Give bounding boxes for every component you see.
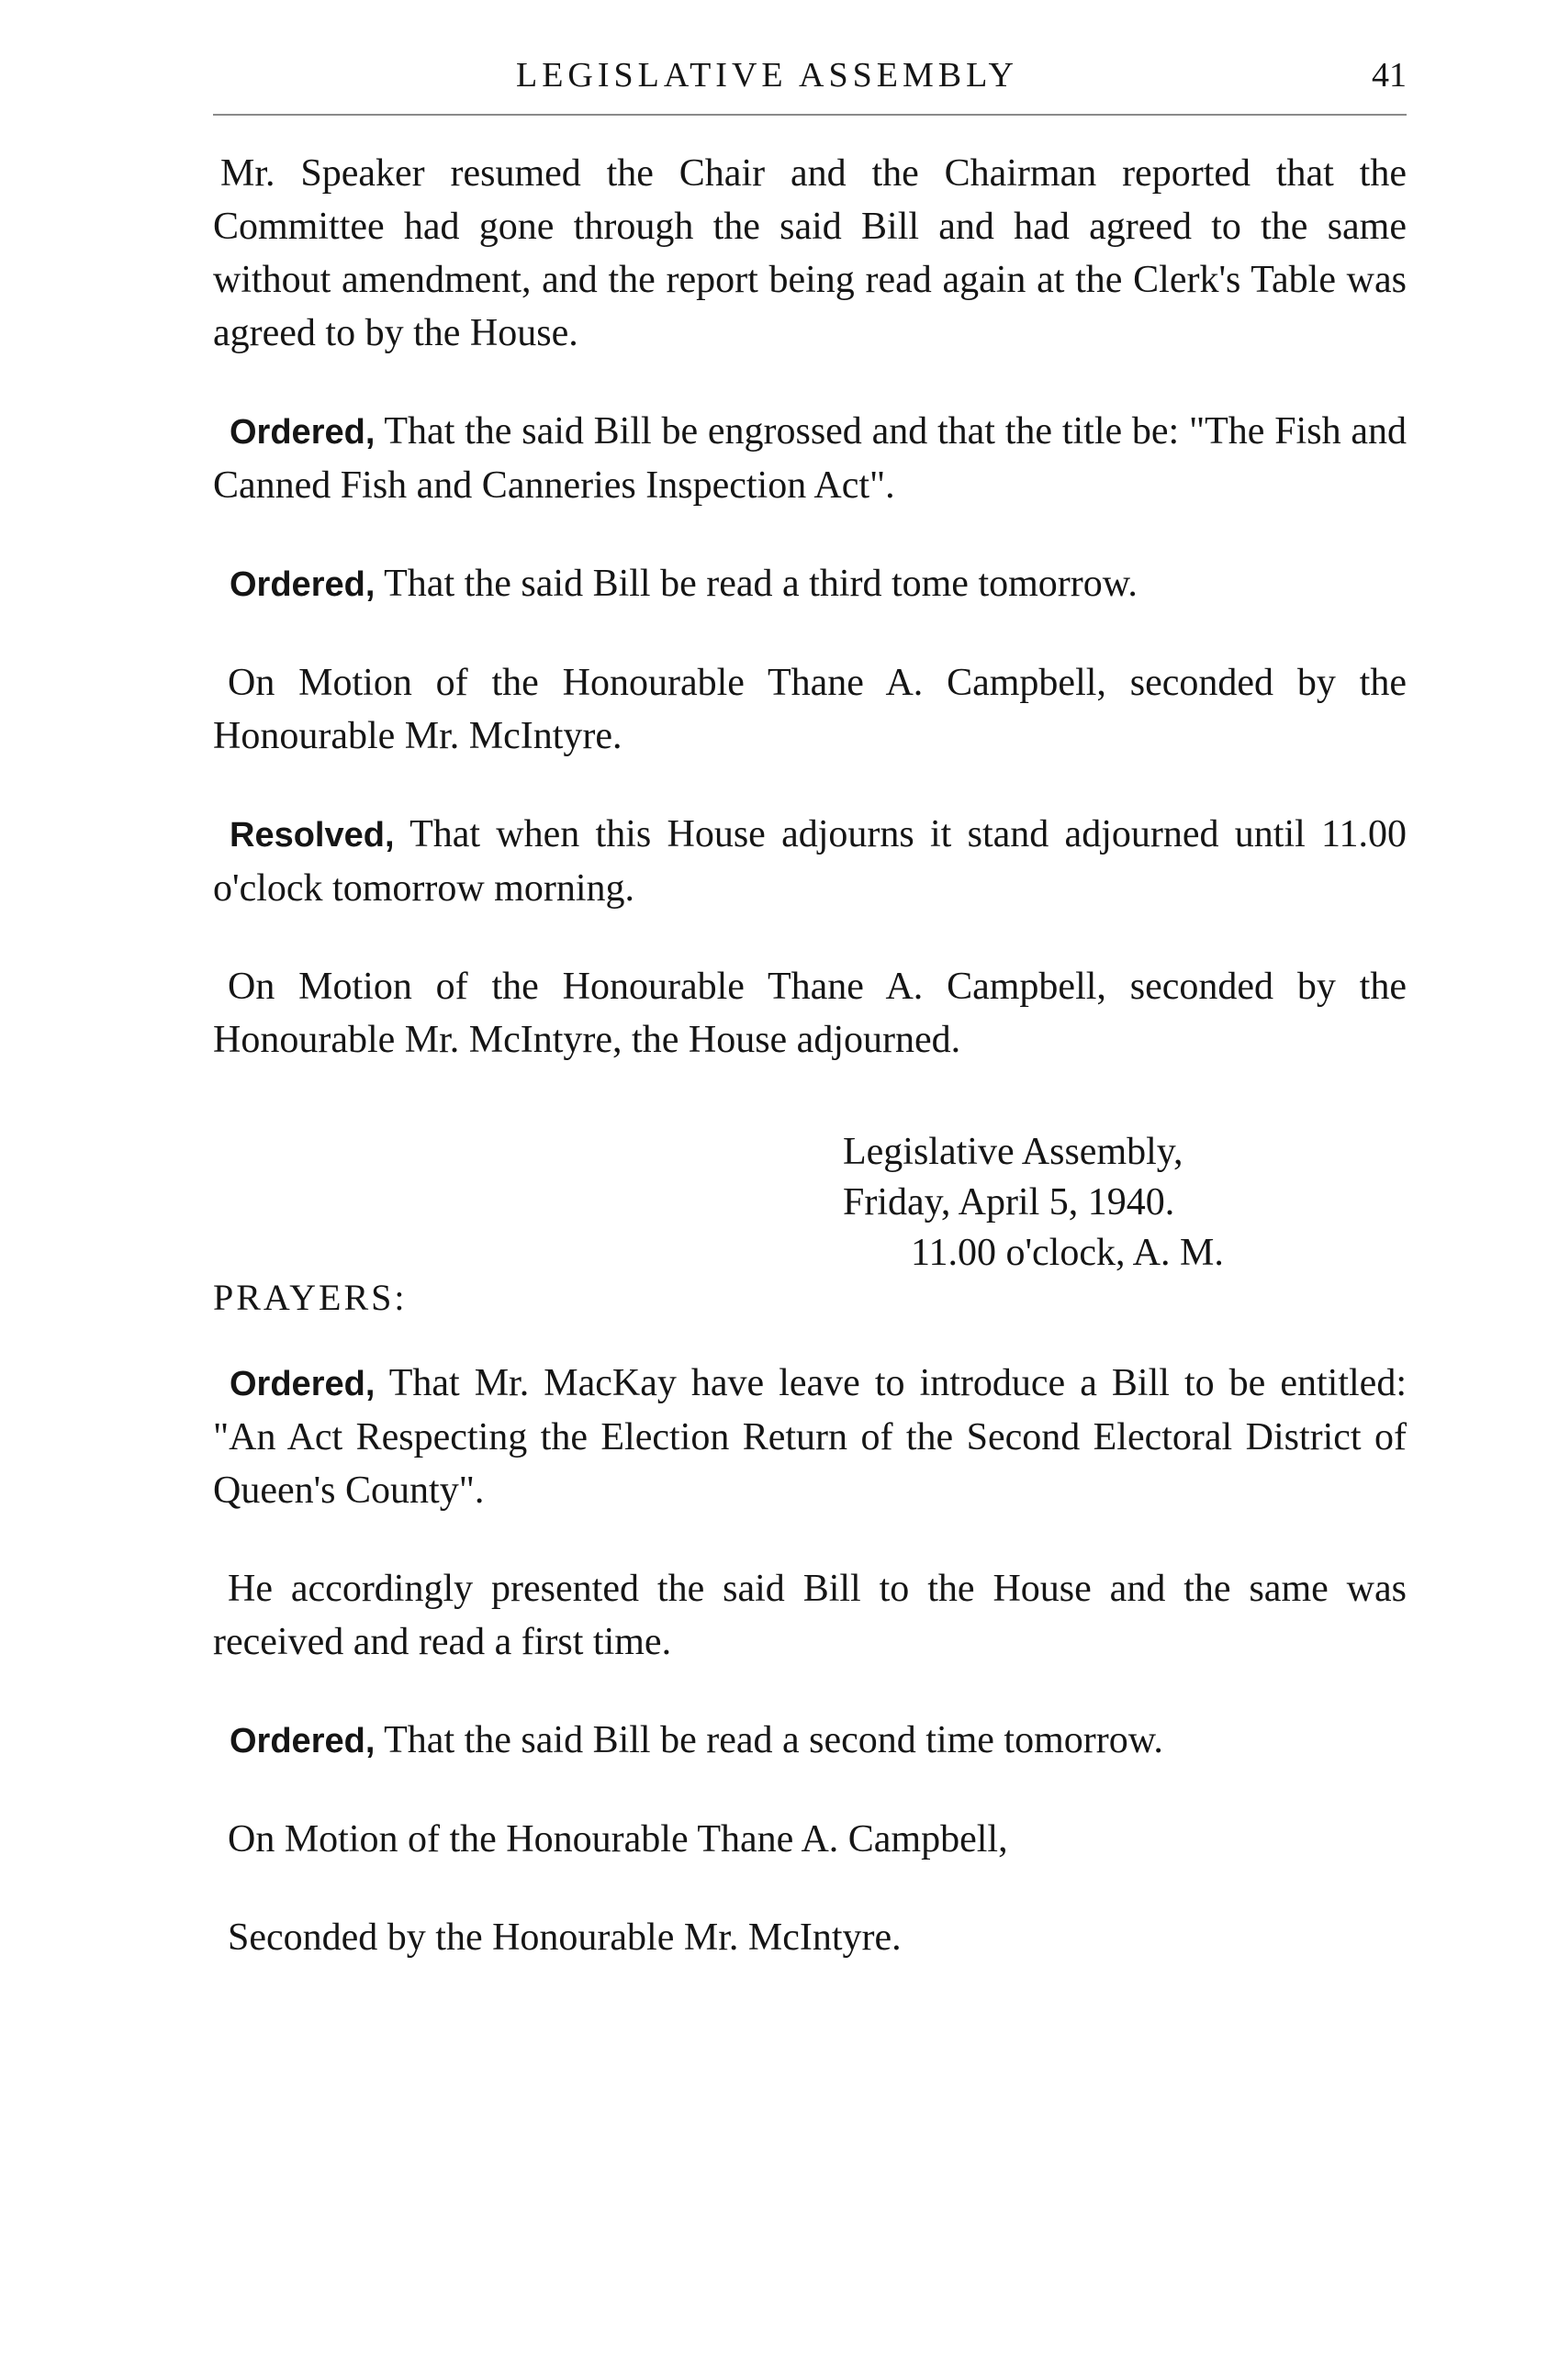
paragraph [213,147,1407,360]
proceedings-section-2 [213,1357,1407,2009]
paragraph-text: That the said Bill be read a second time tomorrow. [384,1719,1163,1761]
paragraph [213,656,1407,763]
paragraph [213,1357,1407,1517]
paragraph [213,557,1407,611]
paragraph-lead: Ordered, [230,1722,376,1760]
sitting-date: Friday, April 5, 1940. [843,1181,1175,1224]
running-title: LEGISLATIVE ASSEMBLY [516,56,1018,95]
paragraph-text: Seconded by the Honourable Mr. McIntyre. [228,1916,902,1959]
paragraph-text: That the said Bill be engrossed and that the title be: "The Fish and Canned Fish and Canneries Inspection Act". [213,410,1407,507]
paragraph-text: Mr. Speaker resumed the Chair and the Chairman reported that the Committee had gone through the said Bill and had agreed to the same without amendment, and the report being read again at the Clerk's Table was agreed to by the House. [213,152,1407,354]
paragraph-text: That Mr. MacKay have leave to introduce a Bill to be entitled: "An Act Respecting the Election Return of the Second Electoral District of Queen's County". [213,1362,1407,1512]
sitting-time: 11.00 o'clock, A. M. [911,1232,1224,1274]
header-rule [213,114,1407,116]
paragraph-text: On Motion of the Honourable Thane A. Campbell, seconded by the Honourable Mr. McIntyre, the House adjourned. [213,966,1407,1061]
paragraph [213,1813,1407,1866]
paragraph-text: On Motion of the Honourable Thane A. Campbell, [228,1818,1008,1860]
paragraph-text: He accordingly presented the said Bill to the House and the same was received and read a first time. [213,1568,1407,1663]
paragraph [213,960,1407,1067]
paragraph-text: That the said Bill be read a third tome tomorrow. [384,563,1138,605]
paragraph [213,1911,1407,1964]
paragraph-lead: Ordered, [230,413,376,452]
prayers-heading: PRAYERS: [213,1277,408,1318]
paragraph-lead: Resolved, [230,816,395,855]
sitting-assembly: Legislative Assembly, [843,1131,1183,1173]
sitting-date-block [843,1127,1224,1279]
paragraph-lead: Ordered, [230,1365,376,1403]
page-number: 41 [1372,56,1407,95]
proceedings-section-1 [213,147,1407,1112]
paragraph-text: On Motion of the Honourable Thane A. Campbell, seconded by the Honourable Mr. McIntyre. [213,662,1407,757]
paragraph [213,808,1407,915]
paragraph [213,1714,1407,1768]
page-header [213,46,1407,110]
paragraph-text: That when this House adjourns it stand adjourned until 11.00 o'clock tomorrow morning. [213,813,1407,910]
paragraph [213,1562,1407,1669]
paragraph-lead: Ordered, [230,565,376,604]
paragraph [213,405,1407,512]
